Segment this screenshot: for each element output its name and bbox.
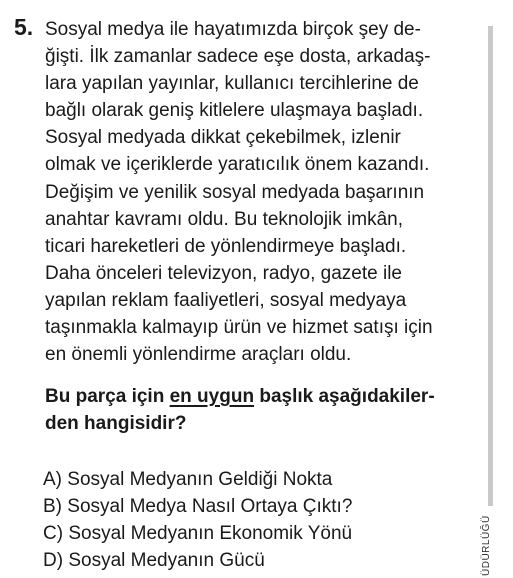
question-prompt (45, 383, 485, 437)
margin-divider-bar (488, 26, 493, 506)
passage-line: ğişti. İlk zamanlar sadece eşe dosta, arkadaş- (45, 46, 431, 68)
option-d[interactable]: D) Sosyal Medyanın Gücü (43, 550, 265, 571)
passage-line: en önemli yönlendirme araçları oldu. (45, 344, 352, 366)
margin-vertical-text: ÜDÜRLÜĞÜ (481, 515, 492, 576)
question-passage (45, 16, 477, 368)
passage-line: ticari hareketleri de yönlendirmeye başladı. (45, 235, 407, 257)
passage-line: anahtar kavramı oldu. Bu teknolojik imkân, (45, 208, 404, 230)
option-a[interactable]: A) Sosyal Medyanın Geldiği Nokta (43, 469, 333, 490)
option-c[interactable]: C) Sosyal Medyanın Ekonomik Yönü (43, 523, 353, 544)
passage-line: bağlı olarak geniş kitlelere ulaşmaya başladı. (45, 100, 424, 122)
passage-line: Daha önceleri televizyon, radyo, gazete ile (45, 262, 402, 284)
passage-line: taşınmakla kalmayıp ürün ve hizmet satışı için (45, 317, 433, 339)
answer-options (43, 466, 352, 574)
question-number: 5. (14, 14, 34, 40)
question-prompt-line-1 (45, 383, 485, 410)
prompt-text-after: başlık aşağıdakiler- (254, 386, 435, 407)
passage-line: Sosyal medya ile hayatımızda birçok şey de- (45, 19, 421, 40)
passage-line: olmak ve içeriklerde yaratıcılık önem kazandı. (45, 154, 430, 176)
prompt-text-before: Bu parça için (45, 386, 170, 407)
passage-line: yapılan reklam faaliyetleri, sosyal medyaya (45, 289, 407, 311)
passage-line: Değişim ve yenilik sosyal medyada başarının (45, 181, 425, 203)
passage-line: Sosyal medyada dikkat çekebilmek, izlenir (45, 127, 401, 149)
prompt-underlined-text: en uygun (169, 386, 255, 407)
question-prompt-line-2: den hangisidir? (45, 413, 187, 434)
option-b[interactable]: B) Sosyal Medya Nasıl Ortaya Çıktı? (43, 496, 353, 517)
passage-line: lara yapılan yayınlar, kullanıcı tercihlerine de (45, 73, 419, 95)
